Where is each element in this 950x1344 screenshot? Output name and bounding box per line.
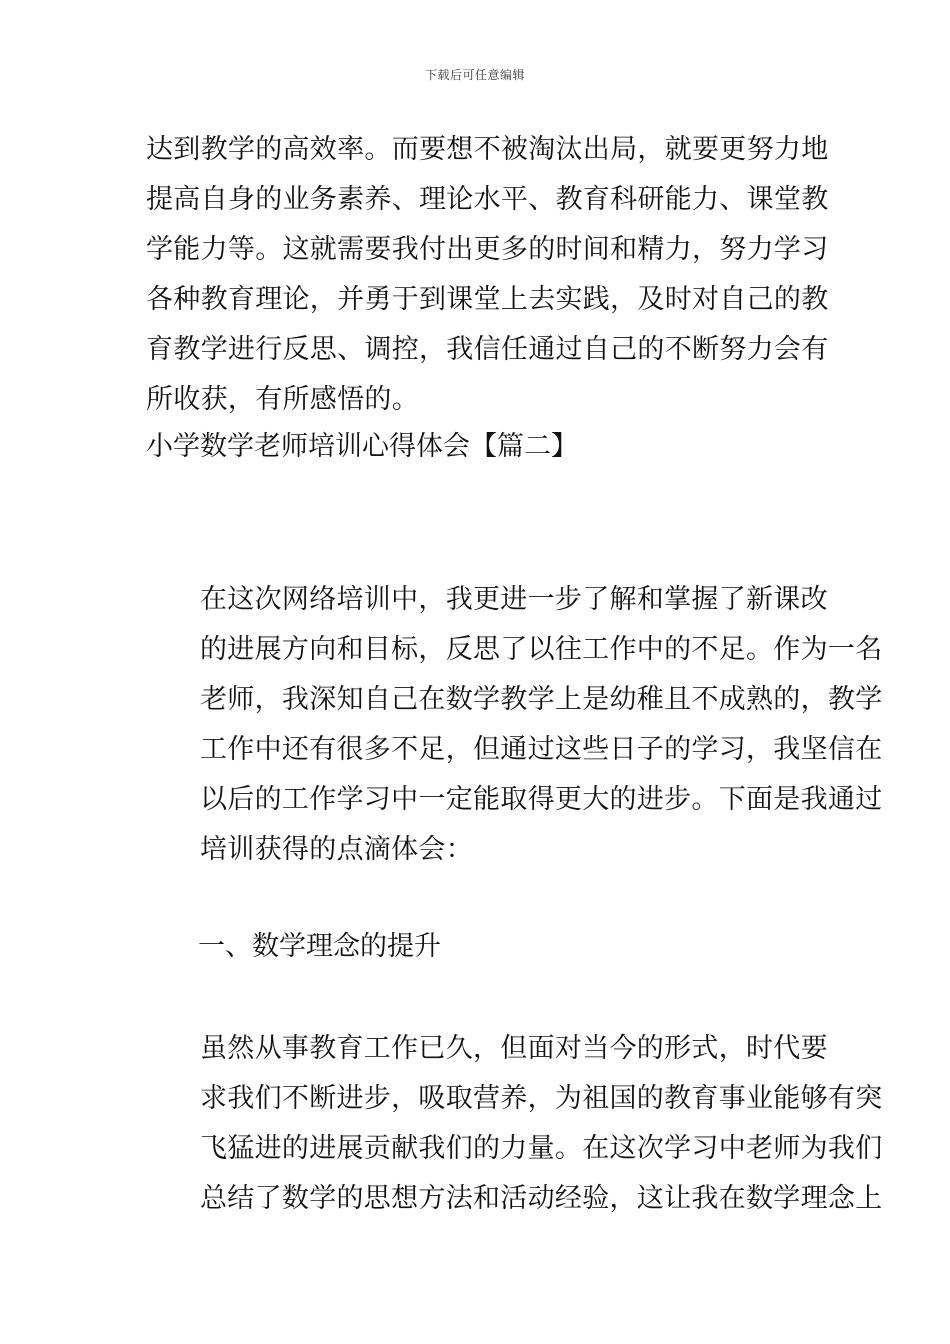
paragraph-line: 求我们不断进步，吸取营养，为祖国的教育事业能够有突 [200, 1083, 883, 1114]
paragraph-2 [146, 575, 883, 875]
section-heading: 小学数学老师培训心得体会【篇二】 [146, 431, 578, 462]
paragraph-line: 育教学进行反思、调控，我信任通过自己的不断努力会有 [146, 334, 829, 365]
paragraph-line: 在这次网络培训中，我更进一步了解和掌握了新课改 [200, 584, 828, 615]
paragraph-line: 飞猛进的进展贡献我们的力量。在这次学习中老师为我们 [200, 1133, 883, 1164]
header-note: 下载后可任意编辑 [424, 68, 525, 82]
paragraph-line: 以后的工作学习中一定能取得更大的进步。下面是我通过 [200, 784, 883, 815]
paragraph-line: 培训获得的点滴体会： [200, 834, 473, 865]
paragraph-line: 总结了数学的思想方法和活动经验，这让我在数学理念上 [200, 1183, 883, 1214]
paragraph-line: 学能力等。这就需要我付出更多的时间和精力，努力学习 [146, 234, 829, 265]
subsection-title: 一、数学理念的提升 [198, 931, 441, 962]
paragraph-line: 各种教育理论，并勇于到课堂上去实践，及时对自己的教 [146, 284, 829, 315]
paragraph-1 [146, 125, 829, 425]
paragraph-line: 工作中还有很多不足，但通过这些日子的学习，我坚信在 [200, 734, 883, 765]
paragraph-3 [146, 1024, 883, 1224]
paragraph-line: 虽然从事教育工作已久，但面对当今的形式，时代要 [200, 1033, 828, 1064]
paragraph-line: 所收获，有所感悟的。 [146, 384, 419, 415]
paragraph-line: 提高自身的业务素养、理论水平、教育科研能力、课堂教 [146, 184, 829, 215]
paragraph-line: 老师，我深知自己在数学教学上是幼稚且不成熟的，教学 [200, 684, 883, 715]
paragraph-line: 的进展方向和目标，反思了以往工作中的不足。作为一名 [200, 634, 883, 665]
paragraph-line: 达到教学的高效率。而要想不被淘汰出局，就要更努力地 [146, 134, 829, 165]
